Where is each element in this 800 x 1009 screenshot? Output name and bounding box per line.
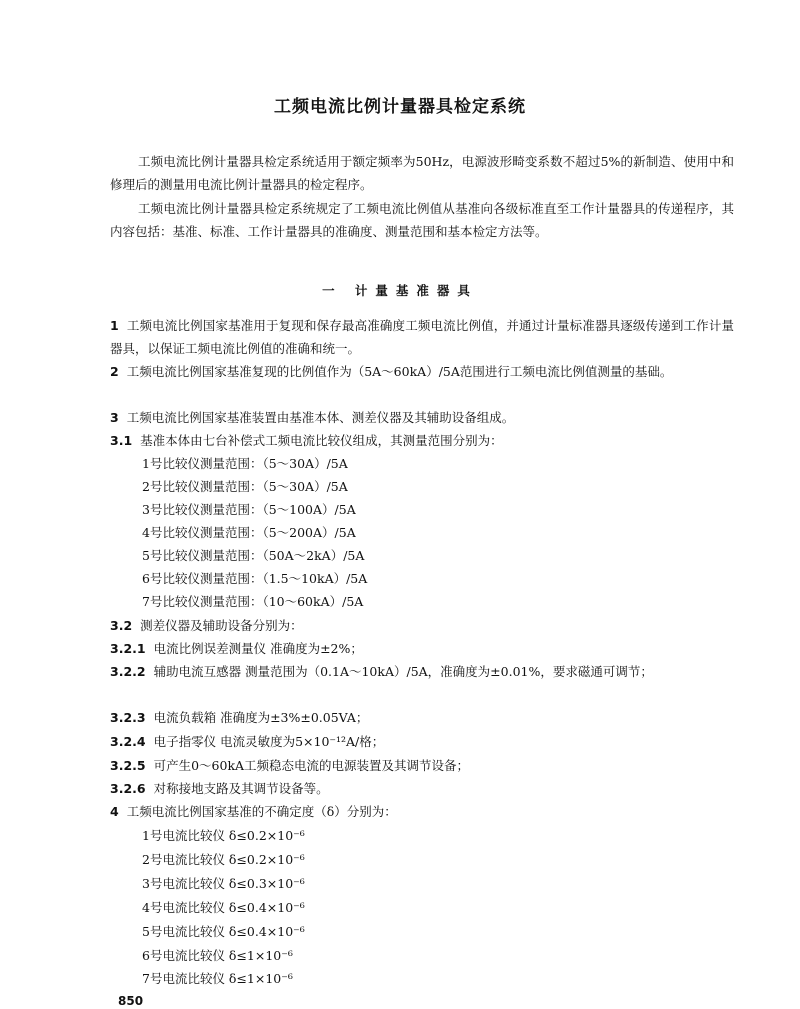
clause-3-2-3 bbox=[110, 706, 734, 729]
clause-number: 3.2.1 bbox=[110, 641, 146, 656]
intro-paragraph-2: 工频电流比例计量器具检定系统规定了工频电流比例值从基准向各级标准直至工作计量器具的传递程序，其内容包括：基准、标准、工作计量器具的准确度、测量范围和基本检定方法等。 bbox=[110, 201, 734, 239]
clause-text: 工频电流比例国家基准用于复现和保存最高准确度工频电流比例值，并通过计量标准器具逐级传递到工作计量器具，以保证工频电流比例值的准确和统一。 bbox=[110, 318, 734, 356]
page-number: 850 bbox=[118, 994, 144, 1008]
clause-text: 电流比例误差测量仪 准确度为±2%； bbox=[153, 641, 363, 656]
clause-number: 3.2 bbox=[110, 618, 133, 633]
uncertainty-2: 2号电流比较仪 δ≤0.2×10⁻⁶ bbox=[142, 852, 305, 867]
clause-number: 1 bbox=[110, 318, 119, 333]
clause-number: 3.2.6 bbox=[110, 781, 146, 796]
comparator-range-3: 3号比较仪测量范围：（5～100A）/5A bbox=[142, 502, 356, 517]
clause-2 bbox=[110, 360, 734, 383]
comparator-range-6: 6号比较仪测量范围：（1.5～10kA）/5A bbox=[142, 571, 368, 586]
uncertainty-3: 3号电流比较仪 δ≤0.3×10⁻⁶ bbox=[142, 876, 305, 891]
clause-number: 3.1 bbox=[110, 433, 133, 448]
clause-text: 工频电流比例国家基准的不确定度（δ）分别为： bbox=[126, 804, 397, 819]
uncertainty-1: 1号电流比较仪 δ≤0.2×10⁻⁶ bbox=[142, 828, 305, 843]
clause-3-2-6 bbox=[110, 777, 734, 800]
clause-3-2-4 bbox=[110, 730, 734, 753]
clause-3-2-5 bbox=[110, 754, 734, 777]
comparator-range-7: 7号比较仪测量范围：（10～60kA）/5A bbox=[142, 594, 364, 609]
uncertainty-4: 4号电流比较仪 δ≤0.4×10⁻⁶ bbox=[142, 900, 305, 915]
clause-text: 对称接地支路及其调节设备等。 bbox=[153, 781, 329, 796]
document-title: 工频电流比例计量器具检定系统 bbox=[274, 97, 526, 117]
comparator-range-5: 5号比较仪测量范围：（50A～2kA）/5A bbox=[142, 548, 365, 563]
clause-3-2-2 bbox=[110, 660, 734, 683]
clause-number: 3 bbox=[110, 410, 119, 425]
comparator-range-4: 4号比较仪测量范围：（5～200A）/5A bbox=[142, 525, 356, 540]
clause-number: 2 bbox=[110, 364, 119, 379]
clause-4 bbox=[110, 800, 734, 823]
clause-number: 3.2.5 bbox=[110, 758, 146, 773]
clause-number: 3.2.4 bbox=[110, 734, 146, 749]
comparator-range-2: 2号比较仪测量范围：（5～30A）/5A bbox=[142, 479, 348, 494]
clause-text: 工频电流比例国家基准装置由基准本体、测差仪器及其辅助设备组成。 bbox=[126, 410, 515, 425]
clause-3 bbox=[110, 406, 734, 429]
clause-text: 测差仪器及辅助设备分别为： bbox=[140, 618, 303, 633]
clause-number: 3.2.3 bbox=[110, 710, 146, 725]
clause-text: 工频电流比例国家基准复现的比例值作为（5A～60kA）/5A范围进行工频电流比例值测量的基础。 bbox=[126, 364, 673, 379]
clause-3-2 bbox=[110, 614, 734, 637]
clause-text: 电流负载箱 准确度为±3%±0.05VA； bbox=[153, 710, 369, 725]
clause-1 bbox=[110, 314, 734, 360]
clause-number: 3.2.2 bbox=[110, 664, 146, 679]
clause-3-2-1 bbox=[110, 637, 734, 660]
clause-text: 可产生0～60kA工频稳态电流的电源装置及其调节设备； bbox=[153, 758, 470, 773]
clause-text: 辅助电流互感器 测量范围为（0.1A～10kA）/5A，准确度为±0.01%，要求磁通可调节； bbox=[153, 664, 653, 679]
clause-text: 基准本体由七台补偿式工频电流比较仪组成，其测量范围分别为： bbox=[140, 433, 503, 448]
section-heading: 一 计量基准器具 bbox=[322, 283, 478, 298]
uncertainty-7: 7号电流比较仪 δ≤1×10⁻⁶ bbox=[142, 971, 293, 986]
intro-paragraph-1: 工频电流比例计量器具检定系统适用于额定频率为50Hz，电源波形畸变系数不超过5%的新制造、使用中和修理后的测量用电流比例计量器具的检定程序。 bbox=[110, 154, 734, 192]
clause-text: 电子指零仪 电流灵敏度为5×10⁻¹²A/格； bbox=[153, 734, 385, 749]
comparator-range-1: 1号比较仪测量范围：（5～30A）/5A bbox=[142, 456, 348, 471]
uncertainty-6: 6号电流比较仪 δ≤1×10⁻⁶ bbox=[142, 948, 293, 963]
clause-number: 4 bbox=[110, 804, 119, 819]
uncertainty-5: 5号电流比较仪 δ≤0.4×10⁻⁶ bbox=[142, 924, 305, 939]
clause-3-1 bbox=[110, 429, 734, 452]
